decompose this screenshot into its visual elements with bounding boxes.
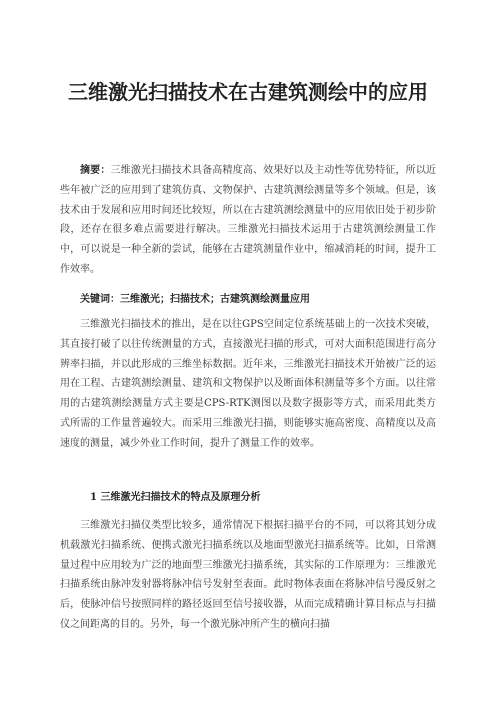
abstract-label: 摘要： bbox=[80, 165, 111, 176]
section-heading: 1 三维激光扫描技术的特点及原理分析 bbox=[90, 492, 261, 503]
abstract bbox=[60, 161, 436, 280]
keywords-text: 三维激光；扫描技术；古建筑测绘测量应用 bbox=[120, 294, 310, 305]
keywords-label: 关键词： bbox=[80, 294, 120, 305]
abstract-text: 三维激光扫描技术具备高精度高、效果好以及主动性等优势特征，所以近些年被广泛的应用到了建筑仿真、文物保护、古建筑测绘测量等多个领域。但是，该技术由于发展和应用时间还比较短，所以在古建筑测绘测量中的应用依旧处于初步阶段，还存在很多难点需要进行解决。三维激光扫描技术运用于古建筑测绘测量工作中，可以说是一种全新的尝试，能够在古建筑测量作业中，缩减消耗的时间，提升工作效率。 bbox=[60, 165, 437, 275]
paper-title: 三维激光扫描技术在古建筑测绘中的应用 bbox=[68, 80, 428, 104]
keywords bbox=[60, 290, 436, 310]
intro-paragraph: 三维激光扫描技术的推出，是在以往GPS空间定位系统基础上的一次技术突破，其直接打破了以往传统测量的方式，直接激光扫描的形式，可对大面积范围进行高分辨率扫描，并以此形成的三维坐标数据。近年来，三维激光扫描技术开始被广泛的运用在工程、古建筑测绘测量、建筑和文物保护以及断面体积测量等多个方面。以往常用的古建筑测绘测量方式主要是CPS-RTK测图以及数字摄影等方式，而采用此类方式所需的工作量普遍较大。而采用三维激光扫描，则能够实施高密度、高精度以及高速度的测量，减少外业工作时间，提升了测量工作的效率。 bbox=[60, 319, 436, 449]
section-paragraph: 三维激光扫描仪类型比较多，通常情况下根据扫描平台的不同，可以将其划分成机载激光扫描系统、便携式激光扫描系统以及地面型激光扫描系统等。比如，日常测量过程中应用较为广泛的地面型三维激光扫描系统，其实际的工作原理为：三维激光扫描系统由脉冲发射器将脉冲信号发射至表面。此时物体表面在将脉冲信号漫反射之后，使脉冲信号按照同样的路径返回至信号接收器，从而完成精确计算目标点与扫描仪之间距离的目的。另外，每一个激光脉冲所产生的横向扫描 bbox=[60, 520, 436, 630]
